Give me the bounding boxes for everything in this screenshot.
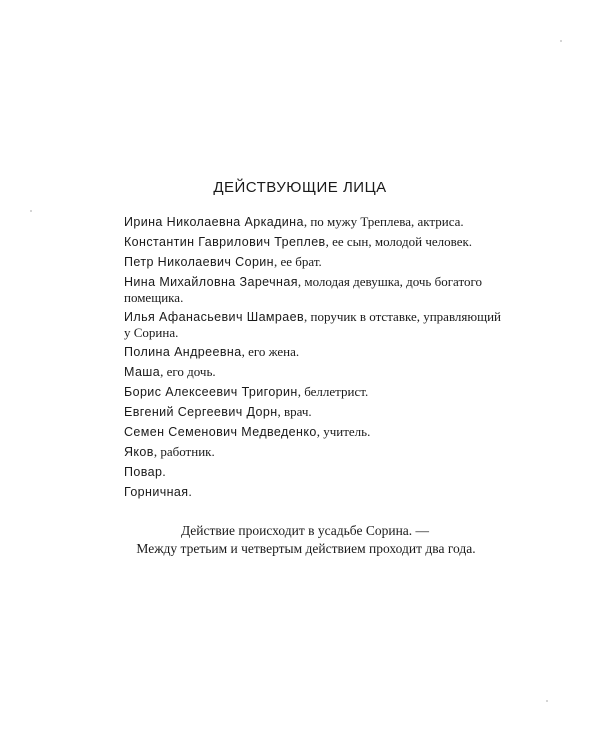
character-name: Маша: [124, 365, 161, 379]
character-name: Борис Алексеевич Тригорин: [124, 385, 298, 399]
setting-note: [0, 522, 600, 558]
character-description: , беллетрист.: [297, 384, 369, 399]
list-item: [124, 424, 504, 440]
character-name: Петр Николаевич Сорин: [124, 255, 274, 269]
character-description: , его дочь.: [160, 364, 216, 379]
character-description: , учитель.: [316, 424, 371, 439]
character-description: , ее сын, молодой человек.: [325, 234, 473, 249]
character-name: Евгений Сергеевич Дорн: [124, 405, 278, 419]
page-title: ДЕЙСТВУЮЩИЕ ЛИЦА: [213, 179, 387, 196]
character-name: Семен Семенович Медведенко: [124, 425, 317, 439]
character-description: .: [162, 464, 166, 479]
list-item: [124, 364, 504, 380]
list-item: [124, 254, 504, 270]
paper-speck: [560, 40, 562, 42]
list-item: [124, 444, 504, 460]
list-item: [124, 344, 504, 360]
list-item: [124, 309, 504, 340]
list-item: [124, 274, 504, 305]
character-name: Повар: [124, 465, 163, 479]
character-description: , работник.: [153, 444, 215, 459]
paper-speck: [30, 210, 32, 212]
paper-speck: [546, 700, 548, 702]
character-name: Ирина Николаевна Аркадина: [124, 215, 304, 229]
character-description: , молодая девушка, дочь богатого помещика.: [124, 274, 483, 305]
setting-note-line: Между третьим и четвертым действием проходит два года.: [136, 541, 476, 556]
list-item: [124, 384, 504, 400]
list-item: [124, 484, 504, 500]
list-item: [124, 234, 504, 250]
character-name: Яков: [124, 445, 154, 459]
list-item: [124, 404, 504, 420]
character-name: Полина Андреевна: [124, 345, 242, 359]
list-item: [124, 214, 504, 230]
character-description: , врач.: [277, 404, 312, 419]
list-item: [124, 464, 504, 480]
character-description: , ее брат.: [274, 254, 322, 269]
character-name: Горничная: [124, 485, 189, 499]
character-description: , поручик в отставке, управляющий у Сорина.: [124, 309, 502, 340]
character-description: , его жена.: [241, 344, 300, 359]
character-description: , по мужу Треплева, актриса.: [303, 214, 464, 229]
character-list: [124, 214, 504, 504]
character-description: .: [188, 484, 192, 499]
character-name: Нина Михайловна Заречная: [124, 275, 298, 289]
character-name: Илья Афанасьевич Шамраев: [124, 310, 305, 324]
character-name: Константин Гаврилович Треплев: [124, 235, 326, 249]
setting-note-line: Действие происходит в усадьбе Сорина. —: [180, 523, 430, 538]
